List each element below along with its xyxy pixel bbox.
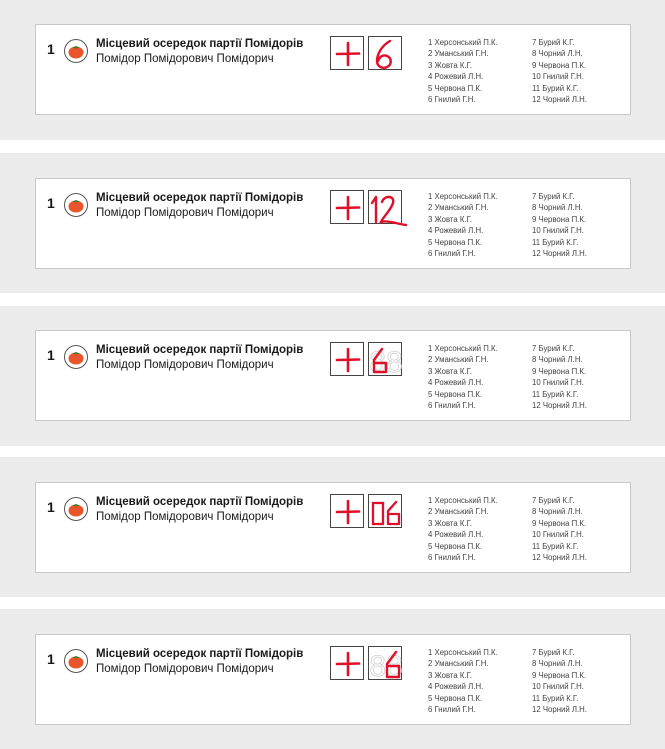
candidate-item: 1 Херсонський П.К. — [428, 496, 498, 505]
party-number: 1 — [47, 41, 55, 57]
candidate-item: 1 Херсонський П.К. — [428, 38, 498, 47]
candidate-item: 7 Бурий К.Г. — [532, 496, 575, 505]
candidate-item: 7 Бурий К.Г. — [532, 192, 575, 201]
candidate-number-box[interactable] — [368, 646, 402, 680]
candidate-item: 11 Бурий К.Г. — [532, 693, 579, 703]
candidate-item: 2 Уманський Г.Н. — [428, 355, 489, 365]
candidate-item: 12 Чорний Л.Н. — [532, 552, 587, 562]
candidate-item: 9 Червона П.К. — [532, 670, 587, 680]
candidate-list-left — [428, 495, 498, 563]
candidate-item: 7 Бурий К.Г. — [532, 344, 575, 353]
ballot-card — [35, 634, 631, 725]
candidate-list-left — [428, 647, 498, 715]
candidate-item: 2 Уманський Г.Н. — [428, 659, 489, 669]
candidate-item: 6 Гнилий Г.Н. — [428, 552, 476, 562]
svg-text:88: 88 — [369, 650, 403, 681]
candidate-item: 5 Червона П.К. — [428, 693, 483, 703]
candidate-item: 5 Червона П.К. — [428, 237, 483, 247]
tomato-logo-icon — [64, 497, 88, 521]
candidate-item: 4 Рожевий Л.Н. — [428, 226, 484, 236]
candidate-item: 7 Бурий К.Г. — [532, 648, 575, 657]
tomato-logo-icon — [64, 649, 88, 673]
party-name: Місцевий осередок партії Помідорів — [96, 648, 304, 660]
party-leader: Помідор Помідорович Помідорич — [96, 663, 274, 675]
candidate-item: 5 Червона П.К. — [428, 389, 483, 399]
candidate-item: 4 Рожевий Л.Н. — [428, 378, 484, 388]
candidate-item: 2 Уманський Г.Н. — [428, 203, 489, 213]
candidate-item: 5 Червона П.К. — [428, 83, 483, 93]
candidate-item: 12 Чорний Л.Н. — [532, 248, 587, 258]
plus-mark-box[interactable] — [330, 36, 364, 70]
candidate-item: 3 Жовта К.Г. — [428, 366, 473, 376]
candidate-item: 10 Гнилий Г.Н. — [532, 530, 584, 540]
candidate-item: 3 Жовта К.Г. — [428, 60, 473, 70]
candidate-item: 1 Херсонський П.К. — [428, 192, 498, 201]
candidate-item: 8 Чорний Л.Н. — [532, 49, 583, 59]
party-number: 1 — [47, 651, 55, 667]
party-number: 1 — [47, 499, 55, 515]
tomato-logo-icon — [64, 39, 88, 63]
candidate-item: 10 Гнилий Г.Н. — [532, 682, 584, 692]
candidate-list-right — [532, 343, 587, 411]
party-number: 1 — [47, 347, 55, 363]
candidate-item: 4 Рожевий Л.Н. — [428, 682, 484, 692]
svg-text:88: 88 — [369, 346, 403, 377]
candidate-item: 12 Чорний Л.Н. — [532, 704, 587, 714]
candidate-item: 9 Червона П.К. — [532, 214, 587, 224]
candidate-number-box[interactable] — [368, 190, 402, 224]
candidate-item: 6 Гнилий Г.Н. — [428, 704, 476, 714]
candidate-item: 10 Гнилий Г.Н. — [532, 378, 584, 388]
candidate-item: 7 Бурий К.Г. — [532, 38, 575, 47]
candidate-item: 4 Рожевий Л.Н. — [428, 530, 484, 540]
candidate-item: 8 Чорний Л.Н. — [532, 507, 583, 517]
candidate-item: 2 Уманський Г.Н. — [428, 49, 489, 59]
candidate-item: 8 Чорний Л.Н. — [532, 203, 583, 213]
candidate-item: 1 Херсонський П.К. — [428, 648, 498, 657]
tomato-logo-icon — [64, 345, 88, 369]
ballot-card — [35, 178, 631, 269]
candidate-item: 9 Червона П.К. — [532, 60, 587, 70]
candidate-item: 11 Бурий К.Г. — [532, 237, 579, 247]
candidate-item: 2 Уманський Г.Н. — [428, 507, 489, 517]
plus-mark-box[interactable] — [330, 190, 364, 224]
party-leader: Помідор Помідорович Помідорич — [96, 359, 274, 371]
candidate-list-left — [428, 343, 498, 411]
candidate-item: 4 Рожевий Л.Н. — [428, 72, 484, 82]
candidate-item: 3 Жовта К.Г. — [428, 518, 473, 528]
plus-mark-box[interactable] — [330, 494, 364, 528]
party-leader: Помідор Помідорович Помідорич — [96, 207, 274, 219]
candidate-number-box[interactable] — [368, 342, 402, 376]
candidate-number-box[interactable] — [368, 494, 402, 528]
candidate-list-left — [428, 191, 498, 259]
candidate-item: 5 Червона П.К. — [428, 541, 483, 551]
party-leader: Помідор Помідорович Помідорич — [96, 53, 274, 65]
candidate-list-right — [532, 647, 587, 715]
ballot-card — [35, 330, 631, 421]
candidate-item: 12 Чорний Л.Н. — [532, 94, 587, 104]
ballot-card — [35, 24, 631, 115]
party-number: 1 — [47, 195, 55, 211]
candidate-list-right — [532, 495, 587, 563]
party-name: Місцевий осередок партії Помідорів — [96, 38, 304, 50]
ballot-card — [35, 482, 631, 573]
candidate-list-left — [428, 37, 498, 105]
candidate-item: 6 Гнилий Г.Н. — [428, 94, 476, 104]
candidate-item: 10 Гнилий Г.Н. — [532, 226, 584, 236]
candidate-item: 3 Жовта К.Г. — [428, 670, 473, 680]
party-name: Місцевий осередок партії Помідорів — [96, 344, 304, 356]
candidate-item: 9 Червона П.К. — [532, 518, 587, 528]
candidate-item: 3 Жовта К.Г. — [428, 214, 473, 224]
candidate-number-box[interactable] — [368, 36, 402, 70]
party-name: Місцевий осередок партії Помідорів — [96, 496, 304, 508]
candidate-item: 11 Бурий К.Г. — [532, 541, 579, 551]
plus-mark-box[interactable] — [330, 342, 364, 376]
candidate-item: 8 Чорний Л.Н. — [532, 355, 583, 365]
candidate-item: 6 Гнилий Г.Н. — [428, 400, 476, 410]
candidate-list-right — [532, 191, 587, 259]
candidate-item: 8 Чорний Л.Н. — [532, 659, 583, 669]
candidate-item: 12 Чорний Л.Н. — [532, 400, 587, 410]
candidate-item: 1 Херсонський П.К. — [428, 344, 498, 353]
party-leader: Помідор Помідорович Помідорич — [96, 511, 274, 523]
tomato-logo-icon — [64, 193, 88, 217]
candidate-item: 10 Гнилий Г.Н. — [532, 72, 584, 82]
plus-mark-box[interactable] — [330, 646, 364, 680]
candidate-item: 9 Червона П.К. — [532, 366, 587, 376]
candidate-item: 6 Гнилий Г.Н. — [428, 248, 476, 258]
candidate-item: 11 Бурий К.Г. — [532, 83, 579, 93]
candidate-list-right — [532, 37, 587, 105]
candidate-item: 11 Бурий К.Г. — [532, 389, 579, 399]
party-name: Місцевий осередок партії Помідорів — [96, 192, 304, 204]
